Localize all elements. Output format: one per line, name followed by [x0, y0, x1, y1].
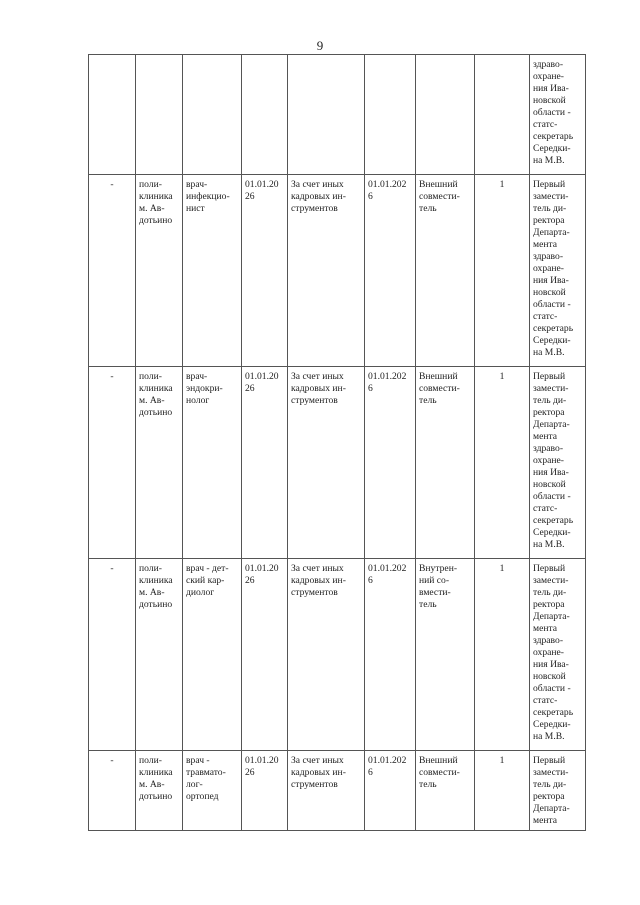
cell-text-line: 6: [368, 383, 373, 394]
cell-qty: [475, 55, 530, 175]
cell-text-line: струментов: [291, 587, 338, 598]
cell-text-line: дотьино: [139, 599, 173, 610]
cell-text-line: ния Ива-: [533, 467, 569, 478]
cell-text-line: дотьино: [139, 407, 173, 418]
cell-text-line: на М.В.: [533, 539, 565, 550]
cell-date-end: [365, 367, 416, 559]
cell-text-line: врач-: [186, 371, 208, 382]
cell-text-line: травмато-: [186, 767, 226, 778]
cell-position: [183, 751, 242, 831]
cell-text-line: клиника: [139, 767, 173, 778]
cell-text-line: новской: [533, 479, 566, 490]
cell-text-line: здраво-: [533, 443, 564, 454]
cell-text-line: совмести-: [419, 383, 460, 394]
cell-text-line: тель: [419, 395, 437, 406]
cell-employment: [416, 751, 475, 831]
cell-text-line: Середки-: [533, 719, 571, 730]
cell-text-line: 26: [245, 383, 255, 394]
cell-text-line: дотьино: [139, 791, 173, 802]
cell-text-line: совмести-: [419, 191, 460, 202]
cell-text-line: поли-: [139, 563, 162, 574]
cell-signer: [530, 175, 586, 367]
cell-text-line: новской: [533, 95, 566, 106]
cell-position: [183, 55, 242, 175]
cell-text-line: замести-: [533, 191, 569, 202]
cell-text-line: новской: [533, 671, 566, 682]
cell-source: [288, 175, 365, 367]
cell-dash: [89, 55, 136, 175]
cell-text-line: ректора: [533, 215, 565, 226]
cell-date-start: [242, 751, 288, 831]
cell-source: [288, 55, 365, 175]
cell-text-line: тель: [419, 203, 437, 214]
cell-employment: [416, 367, 475, 559]
cell-text-line: 6: [368, 767, 373, 778]
cell-text-line: 01.01.20: [245, 371, 279, 382]
cell-text-line: области -: [533, 491, 571, 502]
cell-date-end: [365, 55, 416, 175]
cell-text-line: совмести-: [419, 767, 460, 778]
cell-text-line: поли-: [139, 179, 162, 190]
cell-text-line: секретарь: [533, 707, 574, 718]
cell-text-line: Середки-: [533, 143, 571, 154]
cell-source: [288, 559, 365, 751]
cell-text-line: 26: [245, 191, 255, 202]
cell-text-line: ортопед: [186, 791, 219, 802]
cell-text-line: тель ди-: [533, 587, 567, 598]
cell-text-line: кадровых ин-: [291, 767, 346, 778]
cell-signer: [530, 55, 586, 175]
cell-text-line: статс-: [533, 695, 558, 706]
cell-date-start: [242, 175, 288, 367]
cell-signer: [530, 751, 586, 831]
cell-text-line: тель: [419, 599, 437, 610]
cell-date-end: [365, 175, 416, 367]
cell-source: [288, 367, 365, 559]
cell-source: [288, 751, 365, 831]
cell-text-line: нолог: [186, 395, 210, 406]
cell-text-line: области -: [533, 299, 571, 310]
cell-text-line: здраво-: [533, 635, 564, 646]
cell-text-line: Середки-: [533, 335, 571, 346]
cell-text-line: секретарь: [533, 515, 574, 526]
cell-text-line: Департа-: [533, 419, 570, 430]
cell-date-start: [242, 55, 288, 175]
cell-text-line: на М.В.: [533, 347, 565, 358]
cell-position: [183, 559, 242, 751]
cell-text-line: Первый: [533, 371, 566, 382]
cell-text-line: врач -: [186, 755, 210, 766]
table-body: [89, 55, 586, 831]
cell-qty: 1: [475, 559, 530, 751]
table-row: [89, 55, 586, 175]
cell-text-line: охране-: [533, 647, 564, 658]
cell-text-line: нист: [186, 203, 205, 214]
cell-text-line: 26: [245, 575, 255, 586]
cell-text-line: поли-: [139, 755, 162, 766]
cell-text-line: лог-: [186, 779, 203, 790]
cell-text-line: Первый: [533, 563, 566, 574]
cell-text-line: 6: [368, 191, 373, 202]
cell-text-line: Департа-: [533, 611, 570, 622]
cell-text-line: Внешний: [419, 755, 458, 766]
cell-institution: [136, 559, 183, 751]
cell-text-line: м. Ав-: [139, 587, 165, 598]
cell-text-line: мента: [533, 815, 558, 826]
cell-text-line: ректора: [533, 791, 565, 802]
cell-text-line: врач - дет-: [186, 563, 229, 574]
cell-text-line: тель ди-: [533, 203, 567, 214]
cell-date-start: [242, 559, 288, 751]
cell-text-line: мента: [533, 431, 558, 442]
cell-date-end: [365, 559, 416, 751]
cell-qty: 1: [475, 751, 530, 831]
cell-text-line: секретарь: [533, 323, 574, 334]
cell-text-line: 01.01.20: [245, 179, 279, 190]
cell-text-line: 01.01.202: [368, 563, 407, 574]
cell-text-line: области -: [533, 107, 571, 118]
cell-text-line: 26: [245, 767, 255, 778]
cell-institution: [136, 751, 183, 831]
cell-text-line: Середки-: [533, 527, 571, 538]
cell-dash: -: [89, 175, 136, 367]
cell-text-line: секретарь: [533, 131, 574, 142]
cell-text-line: мента: [533, 239, 558, 250]
cell-text-line: ния Ива-: [533, 275, 569, 286]
cell-text-line: ректора: [533, 599, 565, 610]
cell-text-line: области -: [533, 683, 571, 694]
cell-text-line: Департа-: [533, 227, 570, 238]
cell-text-line: мента: [533, 623, 558, 634]
cell-text-line: За счет иных: [291, 563, 344, 574]
cell-dash: -: [89, 751, 136, 831]
cell-signer: [530, 367, 586, 559]
cell-text-line: кадровых ин-: [291, 383, 346, 394]
cell-text-line: поли-: [139, 371, 162, 382]
cell-date-start: [242, 367, 288, 559]
cell-text-line: струментов: [291, 395, 338, 406]
cell-text-line: 01.01.20: [245, 563, 279, 574]
cell-employment: [416, 559, 475, 751]
cell-text-line: статс-: [533, 503, 558, 514]
cell-text-line: инфекцио-: [186, 191, 230, 202]
cell-text-line: эндокри-: [186, 383, 223, 394]
cell-text-line: клиника: [139, 383, 173, 394]
cell-dash: -: [89, 367, 136, 559]
cell-text-line: охране-: [533, 71, 564, 82]
cell-text-line: м. Ав-: [139, 395, 165, 406]
staffing-table: [88, 54, 586, 831]
cell-text-line: вмести-: [419, 587, 451, 598]
table-row: [89, 751, 586, 831]
cell-text-line: 01.01.202: [368, 755, 407, 766]
cell-dash: -: [89, 559, 136, 751]
cell-text-line: Внешний: [419, 371, 458, 382]
cell-position: [183, 367, 242, 559]
cell-text-line: Внутрен-: [419, 563, 458, 574]
cell-text-line: на М.В.: [533, 155, 565, 166]
cell-institution: [136, 55, 183, 175]
cell-text-line: 01.01.202: [368, 179, 407, 190]
cell-text-line: ния Ива-: [533, 659, 569, 670]
cell-text-line: Первый: [533, 755, 566, 766]
cell-text-line: замести-: [533, 767, 569, 778]
cell-text-line: тель ди-: [533, 779, 567, 790]
cell-institution: [136, 175, 183, 367]
cell-text-line: струментов: [291, 203, 338, 214]
cell-text-line: замести-: [533, 383, 569, 394]
cell-text-line: здраво-: [533, 251, 564, 262]
cell-text-line: здраво-: [533, 59, 564, 70]
cell-date-end: [365, 751, 416, 831]
table-row: [89, 559, 586, 751]
cell-text-line: За счет иных: [291, 371, 344, 382]
cell-text-line: клиника: [139, 191, 173, 202]
cell-qty: 1: [475, 175, 530, 367]
cell-text-line: тель: [419, 779, 437, 790]
cell-text-line: м. Ав-: [139, 203, 165, 214]
cell-text-line: клиника: [139, 575, 173, 586]
cell-text-line: кадровых ин-: [291, 575, 346, 586]
cell-employment: [416, 55, 475, 175]
cell-text-line: тель ди-: [533, 395, 567, 406]
cell-text-line: Департа-: [533, 803, 570, 814]
cell-text-line: м. Ав-: [139, 779, 165, 790]
cell-text-line: новской: [533, 287, 566, 298]
cell-text-line: ский кар-: [186, 575, 225, 586]
cell-text-line: ния Ива-: [533, 83, 569, 94]
cell-signer: [530, 559, 586, 751]
cell-text-line: врач-: [186, 179, 208, 190]
cell-text-line: статс-: [533, 311, 558, 322]
cell-position: [183, 175, 242, 367]
table-row: [89, 175, 586, 367]
cell-text-line: ректора: [533, 407, 565, 418]
cell-text-line: струментов: [291, 779, 338, 790]
cell-institution: [136, 367, 183, 559]
cell-text-line: дотьино: [139, 215, 173, 226]
cell-text-line: кадровых ин-: [291, 191, 346, 202]
cell-text-line: За счет иных: [291, 179, 344, 190]
cell-text-line: охране-: [533, 455, 564, 466]
cell-text-line: 6: [368, 575, 373, 586]
cell-employment: [416, 175, 475, 367]
cell-text-line: ний со-: [419, 575, 450, 586]
cell-text-line: охране-: [533, 263, 564, 274]
cell-text-line: статс-: [533, 119, 558, 130]
cell-text-line: замести-: [533, 575, 569, 586]
cell-text-line: на М.В.: [533, 731, 565, 742]
cell-text-line: диолог: [186, 587, 215, 598]
cell-qty: 1: [475, 367, 530, 559]
cell-text-line: Первый: [533, 179, 566, 190]
page-number: 9: [316, 38, 324, 53]
cell-text-line: 01.01.202: [368, 371, 407, 382]
cell-text-line: Внешний: [419, 179, 458, 190]
table-row: [89, 367, 586, 559]
cell-text-line: 01.01.20: [245, 755, 279, 766]
cell-text-line: За счет иных: [291, 755, 344, 766]
